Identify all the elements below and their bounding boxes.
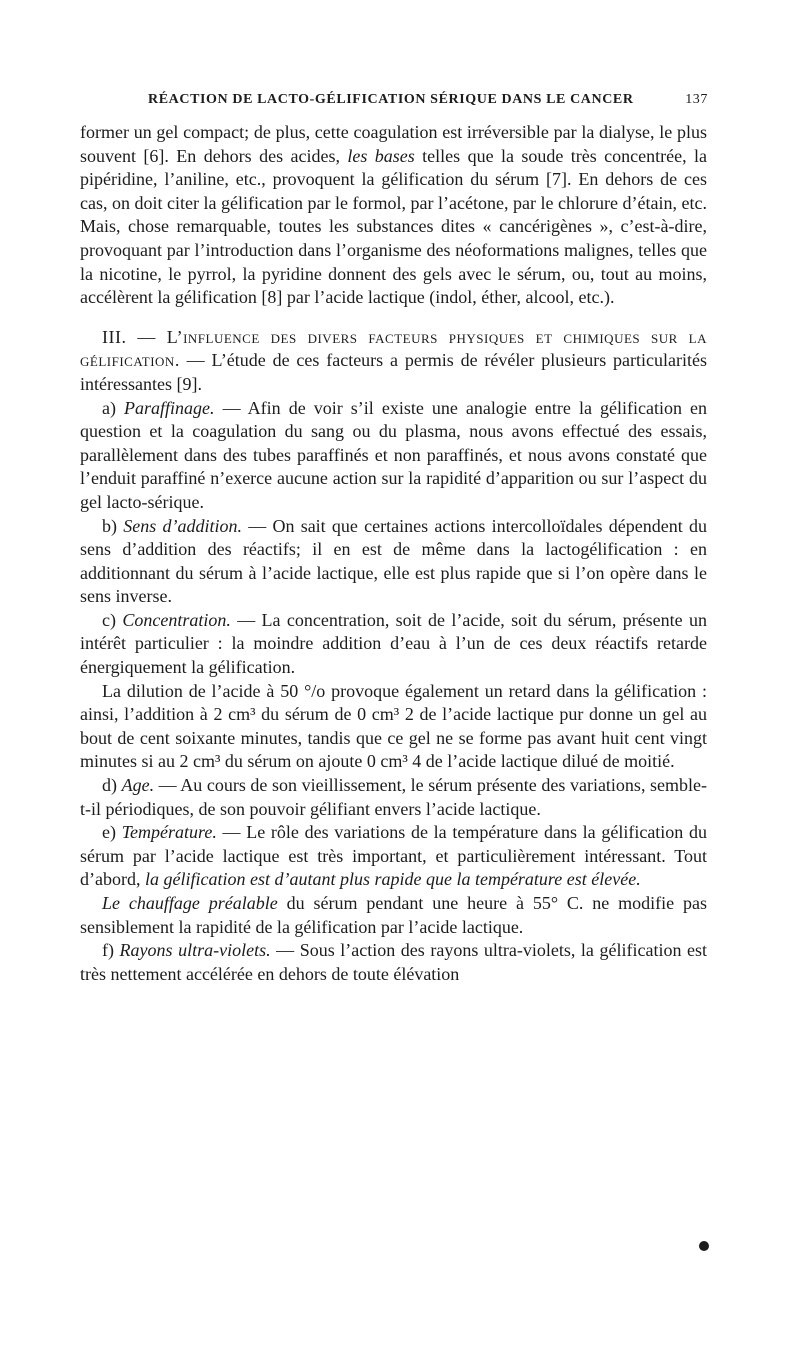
text-run: La dilution de l’acide à 50 °/o provoque également un retard dans la gélification : ainsi, l’addition à 2 cm³ du sérum de 0 cm³ 2 de l’acide lactique pur donne un gel au bout de cent soixante minutes, tandis que ce gel ne se forme pas avant huit cent vingt minutes si au 2 cm³ du sérum on ajoute 0 cm³ 4 de l’acide lactique dilué de moitié. [80,680,707,772]
italic-term: Age. [121,775,155,796]
italic-term: Sens d’addition. [123,515,242,536]
item-label: a) [102,397,125,418]
text-run: — L’étude de ces facteurs a permis de révéler plusieurs particularités intéressantes [9]. [80,350,707,394]
text-run: — La concentration, soit de l’acide, soit du sérum, présente un intérêt particulier : la moindre addition d’eau à l’un de ces deux réactifs retarde énergiquement la gélification. [80,609,708,678]
text-run: — Le rôle des variations de la température dans la gélification du sérum par l’acide lactique est très important, et particulièrement intéressant. Tout d’abord, [80,822,708,890]
paragraph-d-age [80,774,707,821]
text-run: — Sous l’action des rayons ultra-violets, la gélification est très nettement accélérée en dehors de toute élévation [80,940,707,984]
item-label: b) [102,515,124,536]
ink-spot [699,1241,709,1251]
item-label: d) [102,775,122,796]
paragraph-e-temperature [80,821,707,892]
page-number: 137 [685,92,708,107]
section-heading: III. — L’influence des divers facteurs physiques et chimiques sur la gélification. [80,326,707,371]
paragraph-continuation [80,121,707,310]
paragraph-chauffage [80,892,707,939]
italic-emphasis: la gélification est d’autant plus rapide que la température est élevée. [144,869,641,890]
paragraph-b-sens-addition [80,515,707,609]
text-run: — Afin de voir s’il existe une analogie entre la gélification en question et la coagulation du sang ou du plasma, nous avons effectué des essais, parallèlement dans des tubes paraffinés et non paraffinés, et nous avons constaté que l’enduit paraffiné n’exerce aucune action sur la rapidité d’apparition ou sur l’aspect du gel lacto-sérique. [80,397,708,512]
text-run: — Au cours de son vieillissement, le sérum présente des variations, semble-t-il périodiques, de son pouvoir gélifiant envers l’acide lactique. [80,775,708,819]
item-label: c) [102,609,123,630]
italic-term: les bases [347,145,415,166]
text-run: former un gel compact; de plus, cette coagulation est irréversible par la dialyse, le plus souvent [6]. En dehors des acides, [80,122,707,166]
body-text [80,121,707,986]
italic-term: Température. [121,822,217,843]
text-run: — On sait que certaines actions intercolloïdales dépendent du sens d’addition des réactifs; il en est de même dans la lactogélification : en additionnant du sérum à l’acide lactique, elle est plus rapide que si l’on opère dans le sens inverse. [80,515,707,607]
item-label: e) [102,822,122,843]
section-iii-paragraph [80,326,707,397]
text-run: telles que la soude très concentrée, la pipéridine, l’aniline, etc., provoquent la gélification du sérum [7]. En dehors de ces cas, on doit citer la gélification par le formol, par l’acétone, par le chlorure d’étain, etc. Mais, chose remarquable, toutes les substances dites « cancérigènes », c’est-à-dire, provoquant par l’introduction dans l’organisme des néoformations malignes, telles que la nicotine, le pyrrol, la pyridine donnent des gels avec le sérum, ou, tout au moins, accélèrent la gélification [8] par l’acide lactique (indol, éther, alcool, etc.). [80,145,707,308]
italic-term: Le chauffage préalable [102,893,278,913]
running-title: RÉACTION DE LACTO-GÉLIFICATION SÉRIQUE DANS LE CANCER [148,92,634,107]
paragraph-dilution [80,680,707,774]
item-label: f) [102,940,120,961]
italic-term: Rayons ultra-violets. [119,940,271,961]
text-run: du sérum pendant une heure à 55° C. ne modifie pas sensiblement la rapidité de la gélification par l’acide lactique. [80,893,708,937]
paragraph-a-paraffinage [80,397,707,515]
paragraph-c-concentration [80,609,707,680]
italic-term: Paraffinage. [124,397,215,418]
running-header [148,92,708,108]
paragraph-f-rayons [80,939,707,986]
italic-term: Concentration. [122,609,231,630]
